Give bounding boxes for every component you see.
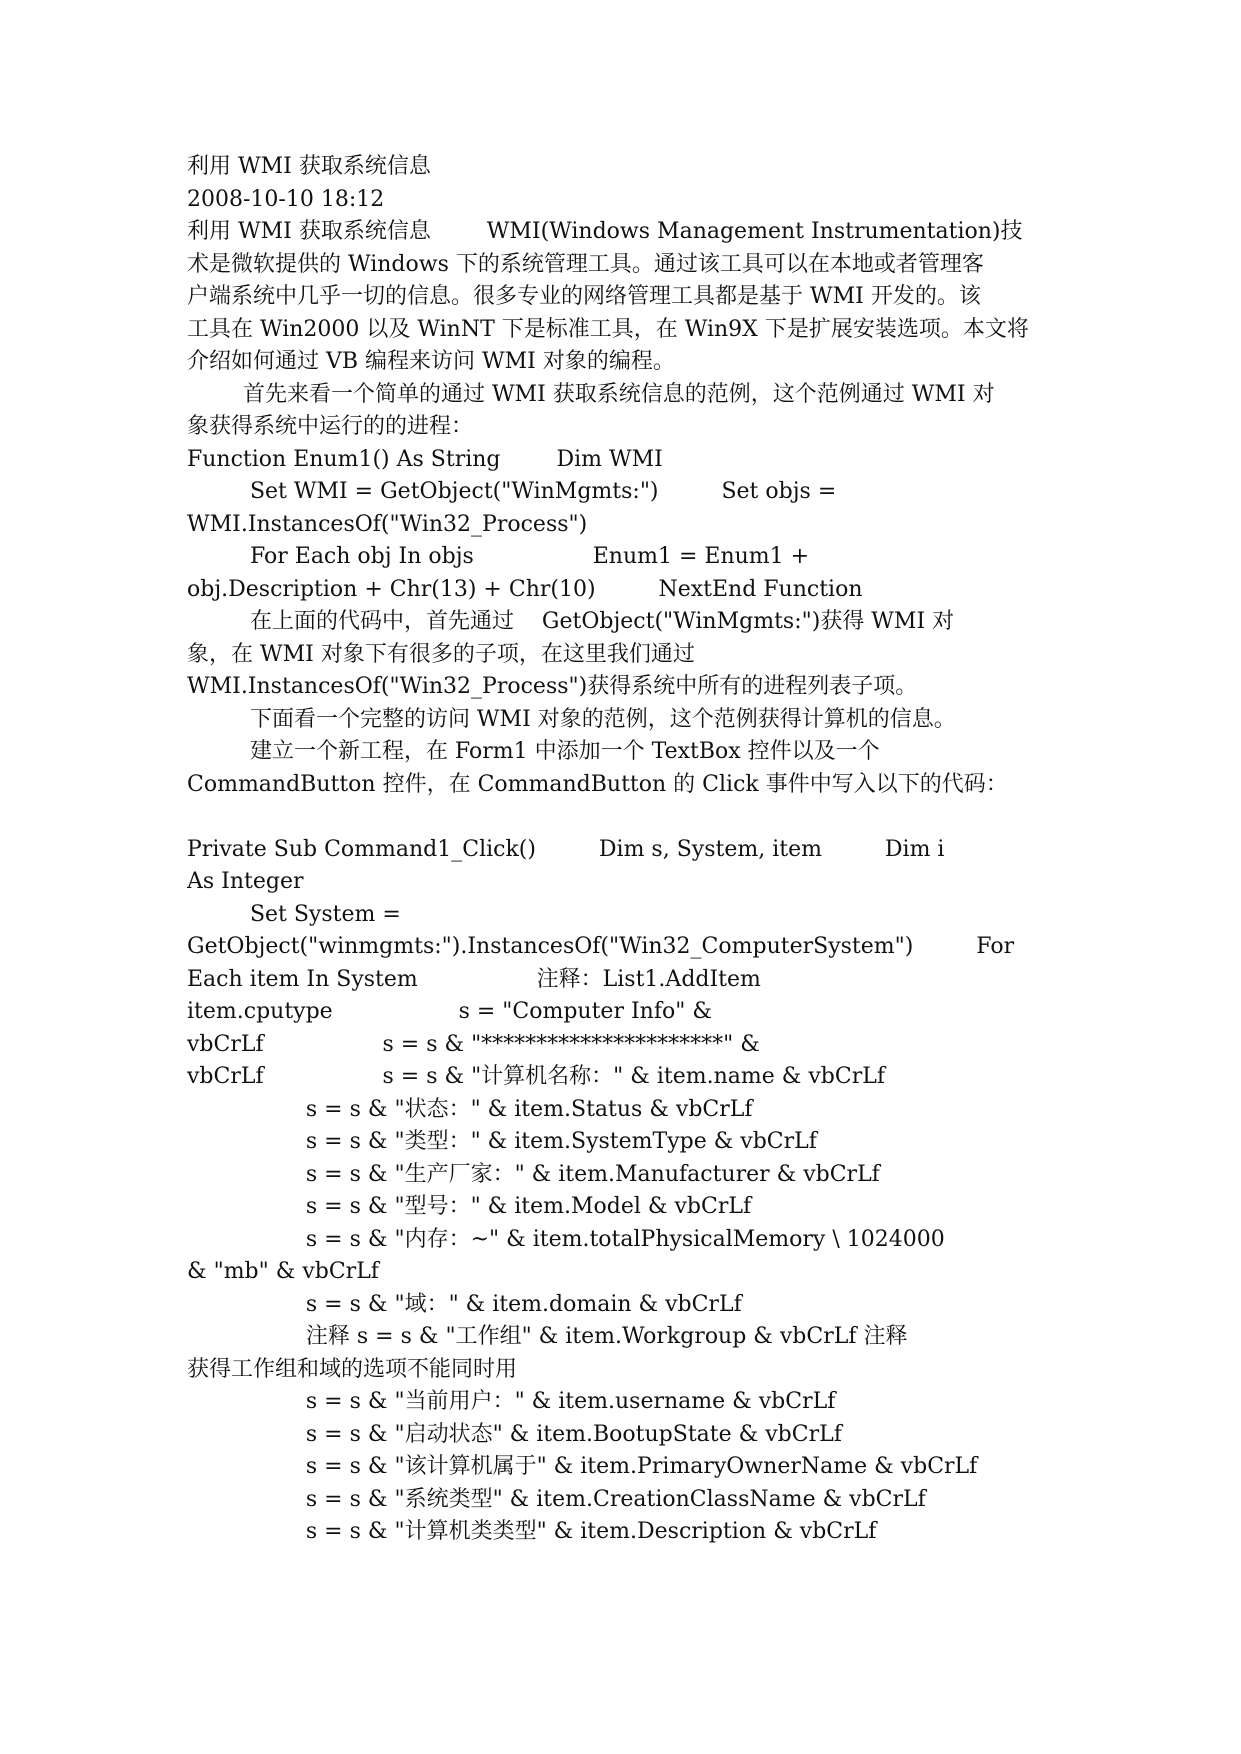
document-title: 利用 WMI 获取系统信息 bbox=[187, 154, 431, 179]
intro-paragraph-line: 户端系统中几乎一切的信息。很多专业的网络管理工具都是基于 WMI 开发的。该 bbox=[187, 284, 981, 309]
explanation-line: 下面看一个完整的访问 WMI 对象的范例，这个范例获得计算机的信息。 bbox=[187, 706, 956, 732]
code-line: s = s & "计算机类类型" & item.Description & vbCrLf bbox=[187, 1519, 877, 1544]
code-line: 获得工作组和域的选项不能同时用 bbox=[187, 1356, 518, 1382]
code-line: Set WMI = GetObject("WinMgmts:") Set objs = bbox=[187, 479, 837, 504]
intro-paragraph-line: 利用 WMI 获取系统信息 WMI(Windows Management Instrumentation)技 bbox=[187, 219, 1023, 244]
code-line: Each item In System 注释：List1.AddItem bbox=[187, 966, 761, 992]
code-line: s = s & "生产厂家：" & item.Manufacturer & vbCrLf bbox=[187, 1161, 880, 1187]
explanation-line: 建立一个新工程，在 Form1 中添加一个 TextBox 控件以及一个 bbox=[187, 739, 880, 764]
code-line: Private Sub Command1_Click() Dim s, System, item Dim i bbox=[187, 836, 945, 862]
explanation-line: CommandButton 控件，在 CommandButton 的 Click 事件中写入以下的代码： bbox=[187, 771, 1008, 797]
code-line: s = s & "系统类型" & item.CreationClassName & vbCrLf bbox=[187, 1486, 926, 1512]
code-line: Function Enum1() As String Dim WMI bbox=[187, 446, 663, 472]
code-line: s = s & "型号：" & item.Model & vbCrLf bbox=[187, 1194, 752, 1219]
code-line: s = s & "内存：~" & item.totalPhysicalMemory \ 1024000 bbox=[187, 1226, 945, 1252]
code-line: s = s & "该计算机属于" & item.PrimaryOwnerName & vbCrLf bbox=[187, 1454, 978, 1479]
code-line: WMI.InstancesOf("Win32_Process") bbox=[187, 511, 588, 537]
blank-line bbox=[187, 801, 1061, 834]
code-line: obj.Description + Chr(13) + Chr(10) NextEnd Function bbox=[187, 576, 863, 602]
explanation-line: 象，在 WMI 对象下有很多的子项，在这里我们通过 bbox=[187, 641, 695, 667]
code-line: Set System = bbox=[187, 901, 401, 927]
example-intro-line: 象获得系统中运行的的进程： bbox=[187, 414, 474, 439]
intro-paragraph-line: 介绍如何通过 VB 编程来访问 WMI 对象的编程。 bbox=[187, 349, 675, 374]
code-line: s = s & "启动状态" & item.BootupState & vbCrLf bbox=[187, 1421, 842, 1447]
intro-paragraph-line: 术是微软提供的 Windows 下的系统管理工具。通过该工具可以在本地或者管理客 bbox=[187, 251, 984, 277]
code-line: vbCrLf s = s & "**********************" & bbox=[187, 1031, 760, 1057]
code-line: For Each obj In objs Enum1 = Enum1 + bbox=[187, 544, 810, 569]
explanation-line: WMI.InstancesOf("Win32_Process")获得系统中所有的进程列表子项。 bbox=[187, 674, 918, 699]
document-body bbox=[187, 151, 1061, 1549]
code-line: s = s & "域：" & item.domain & vbCrLf bbox=[187, 1291, 742, 1317]
code-line: GetObject("winmgmts:").InstancesOf("Win32_ComputerSystem") For bbox=[187, 934, 1015, 959]
code-line: As Integer bbox=[187, 869, 304, 894]
code-line: s = s & "类型：" & item.SystemType & vbCrLf bbox=[187, 1129, 817, 1154]
code-line: item.cputype s = "Computer Info" & bbox=[187, 999, 712, 1024]
code-line: vbCrLf s = s & "计算机名称：" & item.name & vbCrLf bbox=[187, 1064, 885, 1089]
example-intro-line: 首先来看一个简单的通过 WMI 获取系统信息的范例，这个范例通过 WMI 对 bbox=[187, 381, 995, 407]
explanation-line: 在上面的代码中，首先通过 GetObject("WinMgmts:")获得 WMI 对 bbox=[187, 609, 955, 634]
code-line: s = s & "当前用户：" & item.username & vbCrLf bbox=[187, 1389, 836, 1414]
code-line: s = s & "状态：" & item.Status & vbCrLf bbox=[187, 1096, 753, 1122]
code-line: 注释 s = s & "工作组" & item.Workgroup & vbCrLf 注释 bbox=[187, 1324, 908, 1349]
intro-paragraph-line: 工具在 Win2000 以及 WinNT 下是标准工具，在 Win9X 下是扩展安装选项。本文将 bbox=[187, 316, 1029, 342]
document-timestamp: 2008-10-10 18:12 bbox=[187, 186, 385, 212]
code-line: & "mb" & vbCrLf bbox=[187, 1259, 379, 1284]
